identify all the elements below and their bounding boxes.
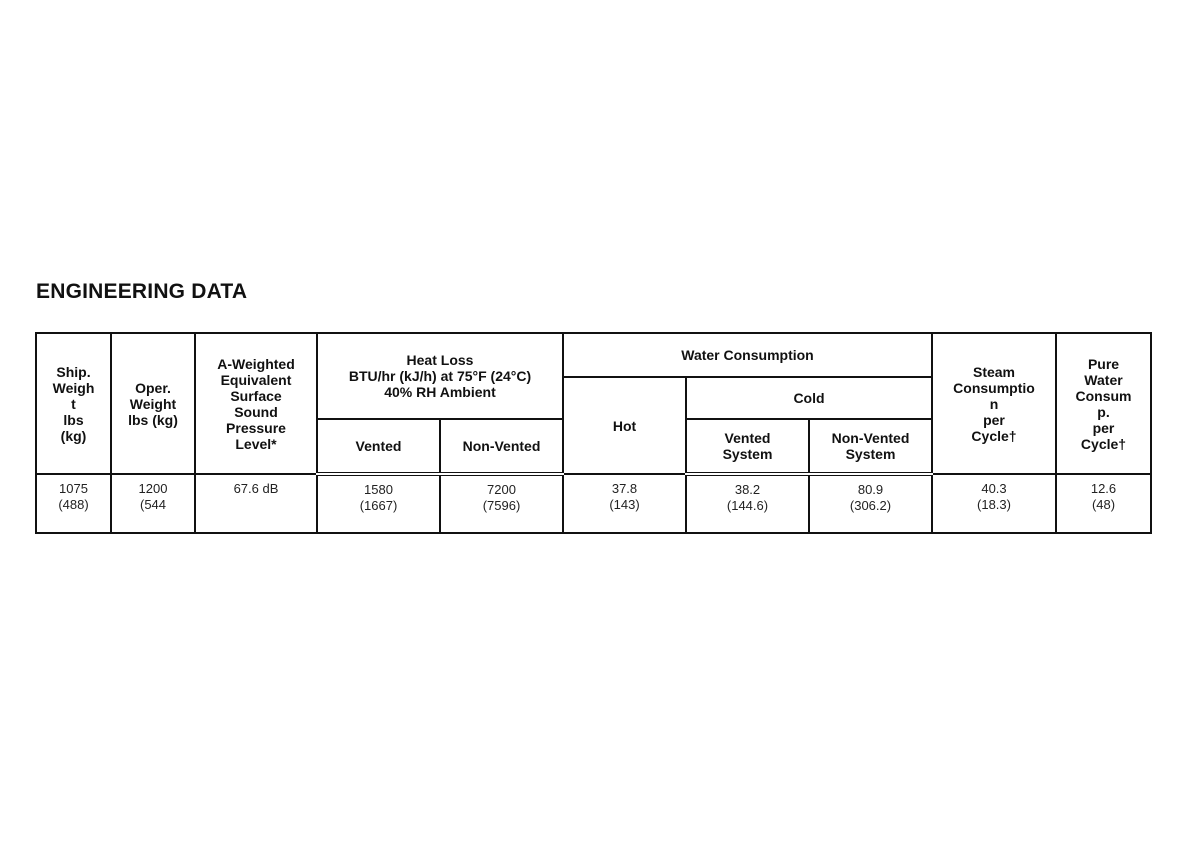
header-cold-vented: Vented System (686, 419, 809, 474)
header-heat-non-vented: Non-Vented (440, 419, 563, 474)
cell-pure-water: 12.6 (48) (1056, 474, 1151, 533)
cell-hot: 37.8 (143) (563, 474, 686, 533)
header-heat-vented: Vented (317, 419, 440, 474)
cell-heat-non-vented: 7200 (7596) (440, 474, 563, 533)
cell-sound-level: 67.6 dB (195, 474, 317, 533)
header-water-consumption: Water Consumption (563, 333, 932, 377)
cell-heat-vented: 1580 (1667) (317, 474, 440, 533)
engineering-data-table (35, 332, 1152, 534)
header-steam-consumption: Steam Consumptio n per Cycle† (932, 333, 1056, 474)
header-heat-loss: Heat Loss BTU/hr (kJ/h) at 75°F (24°C) 40% RH Ambient (317, 333, 563, 419)
table-row (36, 474, 1151, 533)
header-pure-water: Pure Water Consum p. per Cycle† (1056, 333, 1151, 474)
header-cold: Cold (686, 377, 932, 419)
header-ship-weight: Ship. Weigh t lbs (kg) (36, 333, 111, 474)
header-sound-level: A-Weighted Equivalent Surface Sound Pressure Level* (195, 333, 317, 474)
cell-cold-vented: 38.2 (144.6) (686, 474, 809, 533)
header-cold-non-vented: Non-Vented System (809, 419, 932, 474)
page-title: ENGINEERING DATA (36, 280, 248, 303)
header-oper-weight: Oper. Weight lbs (kg) (111, 333, 195, 474)
cell-cold-non-vented: 80.9 (306.2) (809, 474, 932, 533)
cell-oper-weight: 1200 (544 (111, 474, 195, 533)
header-hot: Hot (563, 377, 686, 474)
cell-steam-consumption: 40.3 (18.3) (932, 474, 1056, 533)
cell-ship-weight: 1075 (488) (36, 474, 111, 533)
